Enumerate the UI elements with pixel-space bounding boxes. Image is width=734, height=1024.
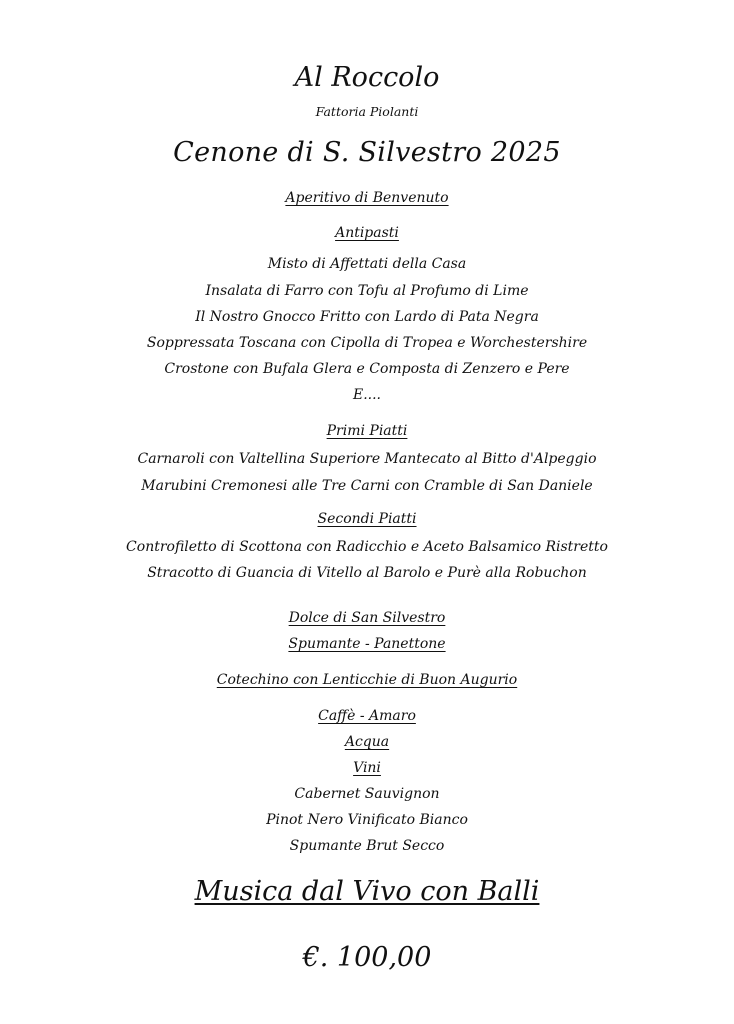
event-title: Cenone di S. Silvestro 2025 <box>173 137 561 168</box>
farm-name: Fattoria Piolanti <box>315 104 419 119</box>
antipasti-item: Misto di Affettati della Casa <box>267 256 467 272</box>
primi-heading: Primi Piatti <box>326 423 408 439</box>
aperitivo-heading: Aperitivo di Benvenuto <box>285 190 449 206</box>
menu-price: €. 100,00 <box>302 942 432 973</box>
secondi-item: Stracotto di Guancia di Vitello al Barolo e Purè alla Robuchon <box>147 565 587 581</box>
vini-item: Spumante Brut Secco <box>289 838 445 854</box>
primi-item: Carnaroli con Valtellina Superiore Mantecato al Bitto d'Alpeggio <box>137 451 597 467</box>
primi-item: Marubini Cremonesi alle Tre Carni con Cramble di San Daniele <box>141 478 593 494</box>
antipasti-item: E.... <box>352 387 382 403</box>
cotechino-heading: Cotechino con Lenticchie di Buon Augurio <box>216 672 518 688</box>
vini-item: Pinot Nero Vinificato Bianco <box>266 812 468 828</box>
caffe-heading: Caffè - Amaro <box>318 708 416 724</box>
antipasti-heading: Antipasti <box>335 225 399 241</box>
antipasti-item: Soppressata Toscana con Cipolla di Tropea e Worchestershire <box>146 335 588 351</box>
secondi-heading: Secondi Piatti <box>317 511 417 527</box>
antipasti-item: Insalata di Farro con Tofu al Profumo di Lime <box>205 283 529 299</box>
dolce-heading: Dolce di San Silvestro <box>288 610 446 626</box>
secondi-item: Controfiletto di Scottona con Radicchio e Aceto Balsamico Ristretto <box>126 539 608 555</box>
vini-item: Cabernet Sauvignon <box>294 786 440 802</box>
restaurant-name: Al Roccolo <box>294 62 440 93</box>
live-music-banner: Musica dal Vivo con Balli <box>194 876 540 907</box>
antipasti-item: Il Nostro Gnocco Fritto con Lardo di Pata Negra <box>195 309 539 325</box>
acqua-heading: Acqua <box>344 734 390 750</box>
spumante-heading: Spumante - Panettone <box>288 636 446 652</box>
antipasti-item: Crostone con Bufala Glera e Composta di Zenzero e Pere <box>164 361 570 377</box>
vini-heading: Vini <box>353 760 381 776</box>
